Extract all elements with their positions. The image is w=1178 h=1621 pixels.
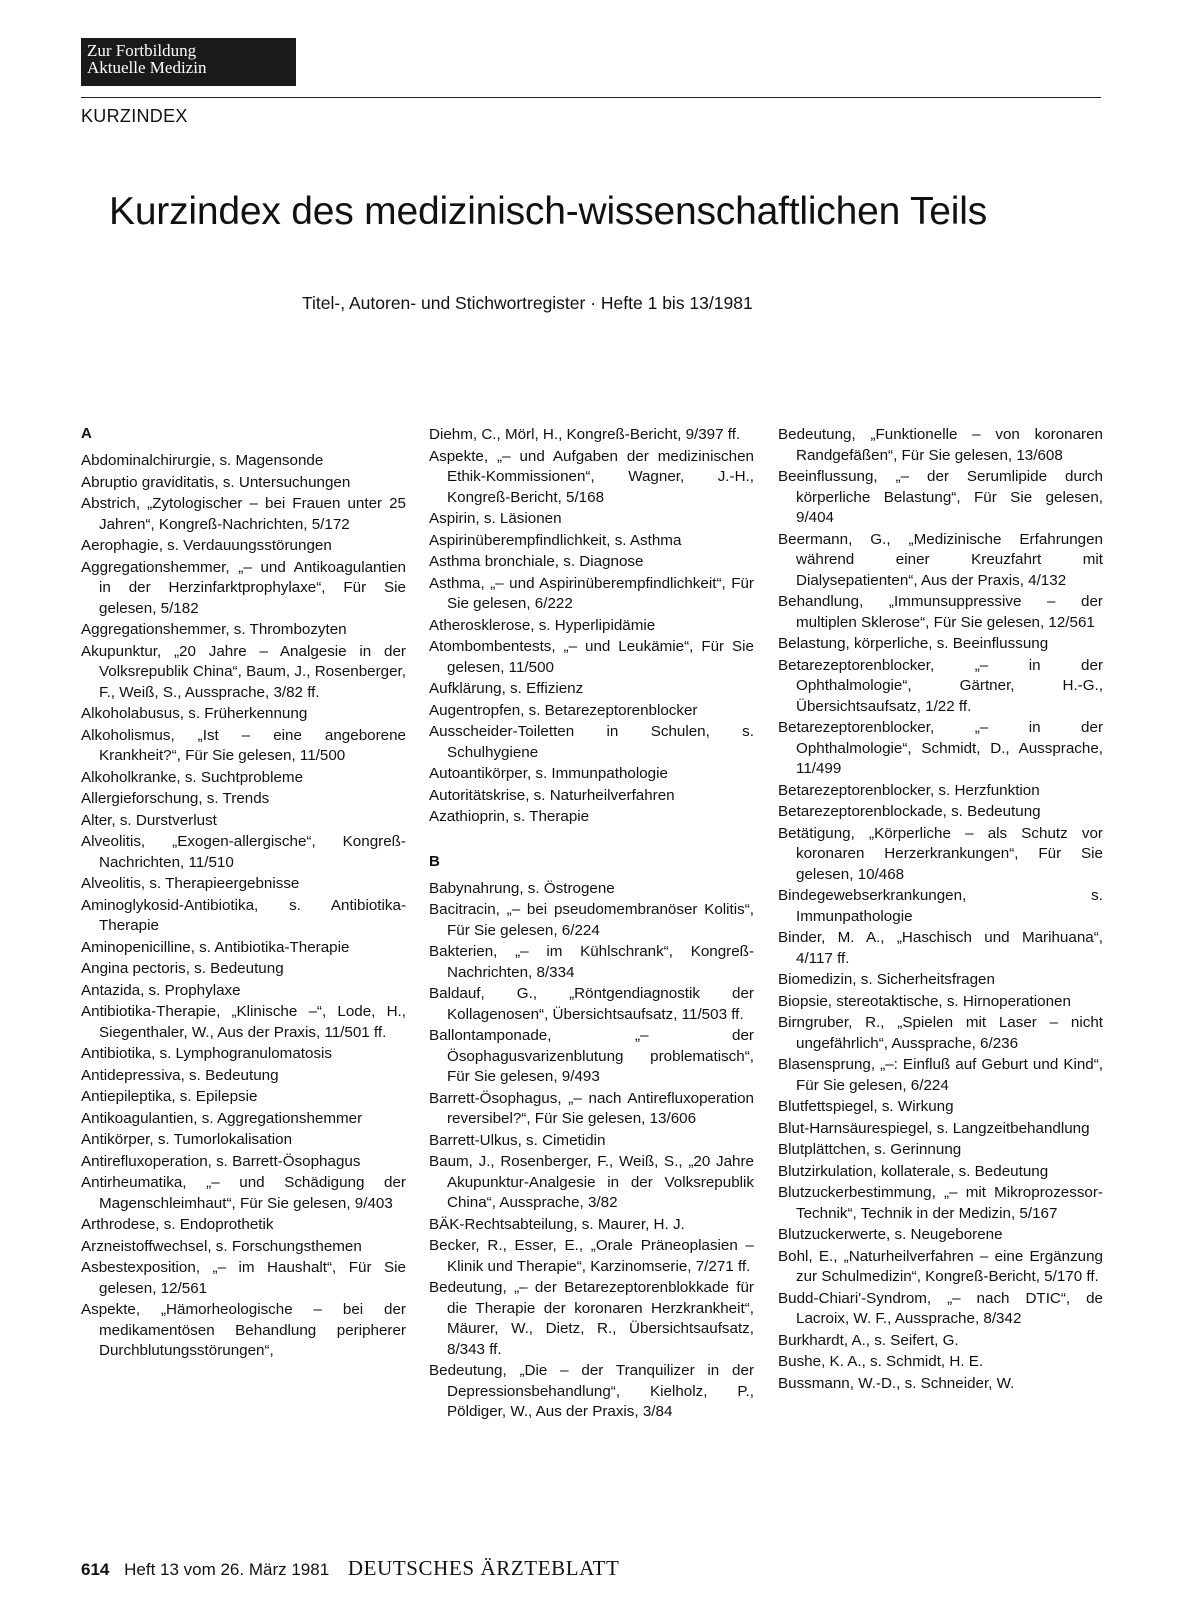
index-entry: Babynahrung, s. Östrogene [429,879,615,897]
index-entry: Alveolitis, s. Therapieergebnisse [81,875,300,892]
index-entry: Asthma bronchiale, s. Diagnose [429,553,644,570]
index-entry: Antirefluxoperation, s. Barrett-Ösophagus [81,1152,361,1170]
index-entry: Akupunktur, „20 Jahre – Analgesie in der Volksrepublik China“, Baum, J., Rosenberger, F., Weiß, S., Aussprache, 3/82 ff. [81,642,406,701]
header-rule [81,97,1101,98]
index-entry: Bedeutung, „Die – der Tranquilizer in der Depressionsbehandlung“, Kielholz, P., Pöldiger, W., Aus der Praxis, 3/84 [429,1362,754,1420]
badge-line-2: Aktuelle Medizin [87,58,207,77]
index-entry: Baldauf, G., „Röntgendiagnostik der Kollagenosen“, Übersichtsaufsatz, 11/503 ff. [429,985,754,1023]
index-entry: Blut-Harnsäurespiegel, s. Langzeitbehandlung [778,1119,1090,1137]
index-entry: Bedeutung, „– der Betarezeptorenblokkade für die Therapie der koronaren Herzkrankheit“, Mäurer, W., Dietz, R., Übersichtsaufsatz, 8/343 ff. [429,1279,754,1358]
section-gap [429,829,754,853]
index-entry: Betarezeptorenblocker, s. Herzfunktion [778,781,1040,799]
index-entry: Baum, J., Rosenberger, F., Weiß, S., „20 Jahre Akupunktur-Analgesie in der Volksrepublik China“, Aussprache, 3/82 [429,1153,754,1211]
index-entry: Allergieforschung, s. Trends [81,790,270,807]
index-entry: Blasensprung, „–: Einfluß auf Geburt und Kind“, Für Sie gelesen, 6/224 [778,1056,1103,1094]
index-entry: Atherosklerose, s. Hyperlipidämie [429,616,656,634]
index-entry: Aspekte, „– und Aufgaben der medizinischen Ethik-Kommissionen“, Wagner, J.-H., Kongreß-Bericht, 5/168 [429,447,754,506]
page-title: Kurzindex des medizinisch-wissenschaftlichen Teils [109,190,988,233]
index-entry: Bohl, E., „Naturheilverfahren – eine Ergänzung zur Schulmedizin“, Kongreß-Bericht, 5/170 ff. [778,1247,1103,1285]
index-column-3 [778,425,1103,1395]
section-badge [81,38,296,86]
index-entry: Beeinflussung, „– der Serumlipide durch körperliche Belastung“, Für Sie gelesen, 9/404 [778,468,1103,526]
index-entry: Alkoholabusus, s. Früherkennung [81,705,308,722]
index-entry: Betarezeptorenblocker, „– in der Ophthalmologie“, Schmidt, D., Aussprache, 11/499 [778,719,1103,777]
index-entry: Autoantikörper, s. Immunpathologie [429,765,668,782]
index-entry: Belastung, körperliche, s. Beeinflussung [778,635,1049,652]
index-entry: Antikörper, s. Tumorlokalisation [81,1131,293,1148]
index-entry: Alkoholkranke, s. Suchtprobleme [81,768,304,786]
section-letter-a: A [81,425,92,442]
section-letter-b: B [429,852,440,870]
index-entry: Antiepileptika, s. Epilepsie [81,1088,258,1105]
index-entry: Abruptio graviditatis, s. Untersuchungen [81,473,351,491]
index-entry: Arthrodese, s. Endoprothetik [81,1216,274,1233]
index-entry: Alveolitis, „Exogen-allergische“, Kongreß-Nachrichten, 11/510 [81,833,406,871]
index-entry: Azathioprin, s. Therapie [429,808,590,825]
index-entry: Blutzuckerbestimmung, „– mit Mikroprozessor-Technik“, Technik in der Medizin, 5/167 [778,1184,1103,1222]
index-entry: Alter, s. Durstverlust [81,811,217,829]
publication-name: DEUTSCHES ÄRZTEBLATT [347,1556,620,1580]
index-entry: Aerophagie, s. Verdauungsstörungen [81,537,332,554]
index-entry: Betarezeptorenblockade, s. Bedeutung [778,803,1041,820]
index-entry: Antikoagulantien, s. Aggregationshemmer [81,1109,363,1127]
index-entry: Bussmann, W.-D., s. Schneider, W. [778,1374,1015,1392]
index-column-1 [81,425,406,1363]
index-entry: Abstrich, „Zytologischer – bei Frauen unter 25 Jahren“, Kongreß-Nachrichten, 5/172 [81,495,406,533]
index-column-2 [429,425,754,1424]
issue-info: Heft 13 vom 26. März 1981 [124,1560,330,1579]
index-entry: Bakterien, „– im Kühlschrank“, Kongreß-Nachrichten, 8/334 [429,943,754,981]
index-entry: Aminopenicilline, s. Antibiotika-Therapie [81,938,350,956]
index-entry: Alkoholismus, „Ist – eine angeborene Krankheit?“, Für Sie gelesen, 11/500 [81,726,406,764]
index-entry: Aspirinüberempfindlichkeit, s. Asthma [429,531,682,549]
index-entry: BÄK-Rechtsabteilung, s. Maurer, H. J. [429,1215,685,1233]
index-entry: Ballontamponade, „– der Ösophagusvarizenblutung problematisch“, Für Sie gelesen, 9/493 [429,1027,754,1085]
index-entry: Blutfettspiegel, s. Wirkung [778,1098,954,1115]
index-entry: Bushe, K. A., s. Schmidt, H. E. [778,1353,984,1370]
index-entry: Antibiotika, s. Lymphogranulomatosis [81,1045,333,1062]
index-entry: Behandlung, „Immunsuppressive – der multiplen Sklerose“, Für Sie gelesen, 12/561 [778,593,1103,631]
index-entry: Ausscheider-Toiletten in Schulen, s. Schulhygiene [429,723,754,761]
index-entry: Bacitracin, „– bei pseudomembranöser Kolitis“, Für Sie gelesen, 6/224 [429,901,754,939]
index-entry: Asbestexposition, „– im Haushalt“, Für Sie gelesen, 12/561 [81,1259,406,1297]
index-entry: Angina pectoris, s. Bedeutung [81,960,284,977]
index-entry: Barrett-Ulkus, s. Cimetidin [429,1131,606,1149]
index-entry: Betarezeptorenblocker, „– in der Ophthalmologie“, Gärtner, H.-G., Übersichtsaufsatz, 1/22 ff. [778,656,1103,715]
index-entry: Antirheumatika, „– und Schädigung der Magenschleimhaut“, Für Sie gelesen, 9/403 [81,1174,406,1212]
index-entry: Burkhardt, A., s. Seifert, G. [778,1331,959,1349]
index-entry: Augentropfen, s. Betarezeptorenblocker [429,701,698,719]
index-entry: Atombombentests, „– und Leukämie“, Für Sie gelesen, 11/500 [429,638,754,676]
index-entry: Becker, R., Esser, E., „Orale Präneoplasien – Klinik und Therapie“, Karzinomserie, 7/271 ff. [429,1237,754,1275]
index-entry: Aminoglykosid-Antibiotika, s. Antibiotika-Therapie [81,896,406,934]
index-entry: Abdominalchirurgie, s. Magensonde [81,452,324,469]
index-entry: Binder, M. A., „Haschisch und Marihuana“, 4/117 ff. [778,929,1103,967]
badge-line-1: Zur Fortbildung [87,41,197,60]
index-entry: Arzneistoffwechsel, s. Forschungsthemen [81,1237,362,1255]
index-entry: Aufklärung, s. Effizienz [429,680,584,697]
index-entry: Aspekte, „Hämorheologische – bei der medikamentösen Behandlung peripherer Durchblutungsstörungen“, [81,1301,406,1359]
index-entry: Betätigung, „Körperliche – als Schutz vor koronaren Herzerkrankungen“, Für Sie gelesen, 10/468 [778,824,1103,883]
index-entry: Antibiotika-Therapie, „Klinische –“, Lode, H., Siegenthaler, W., Aus der Praxis, 11/501 ff. [81,1003,406,1041]
index-entry: Aggregationshemmer, „– und Antikoagulantien in der Herzinfarktprophylaxe“, Für Sie gelesen, 5/182 [81,558,406,617]
index-entry: Bindegewebserkrankungen, s. Immunpathologie [778,887,1103,925]
index-entry: Blutplättchen, s. Gerinnung [778,1141,962,1158]
index-entry: Antazida, s. Prophylaxe [81,981,241,999]
index-entry: Bedeutung, „Funktionelle – von koronaren Randgefäßen“, Für Sie gelesen, 13/608 [778,426,1103,464]
index-entry: Blutzirkulation, kollaterale, s. Bedeutung [778,1162,1049,1180]
page-footer [81,1556,619,1581]
page-number: 614 [81,1560,110,1579]
index-entry: Diehm, C., Mörl, H., Kongreß-Bericht, 9/397 ff. [429,426,741,443]
index-entry: Beermann, G., „Medizinische Erfahrungen während einer Kreuzfahrt mit Dialysepatienten“, Aus der Praxis, 4/132 [778,530,1103,589]
index-entry: Barrett-Ösophagus, „– nach Antirefluxoperation reversibel?“, Für Sie gelesen, 13/606 [429,1089,754,1127]
index-entry: Asthma, „– und Aspirinüberempfindlichkeit“, Für Sie gelesen, 6/222 [429,574,754,612]
index-entry: Birngruber, R., „Spielen mit Laser – nicht ungefährlich“, Aussprache, 6/236 [778,1014,1103,1052]
page-subtitle: Titel-, Autoren- und Stichwortregister · Hefte 1 bis 13/1981 [302,293,753,313]
index-entry: Aspirin, s. Läsionen [429,510,562,527]
index-entry: Budd-Chiari'-Syndrom, „– nach DTIC“, de Lacroix, W. F., Aussprache, 8/342 [778,1289,1103,1327]
section-label: KURZINDEX [81,106,188,126]
index-entry: Biopsie, stereotaktische, s. Hirnoperationen [778,992,1071,1010]
index-entry: Aggregationshemmer, s. Thrombozyten [81,621,347,638]
index-entry: Biomedizin, s. Sicherheitsfragen [778,971,995,988]
index-entry: Antidepressiva, s. Bedeutung [81,1066,279,1084]
index-entry: Blutzuckerwerte, s. Neugeborene [778,1226,1003,1243]
index-entry: Autoritätskrise, s. Naturheilverfahren [429,786,675,804]
